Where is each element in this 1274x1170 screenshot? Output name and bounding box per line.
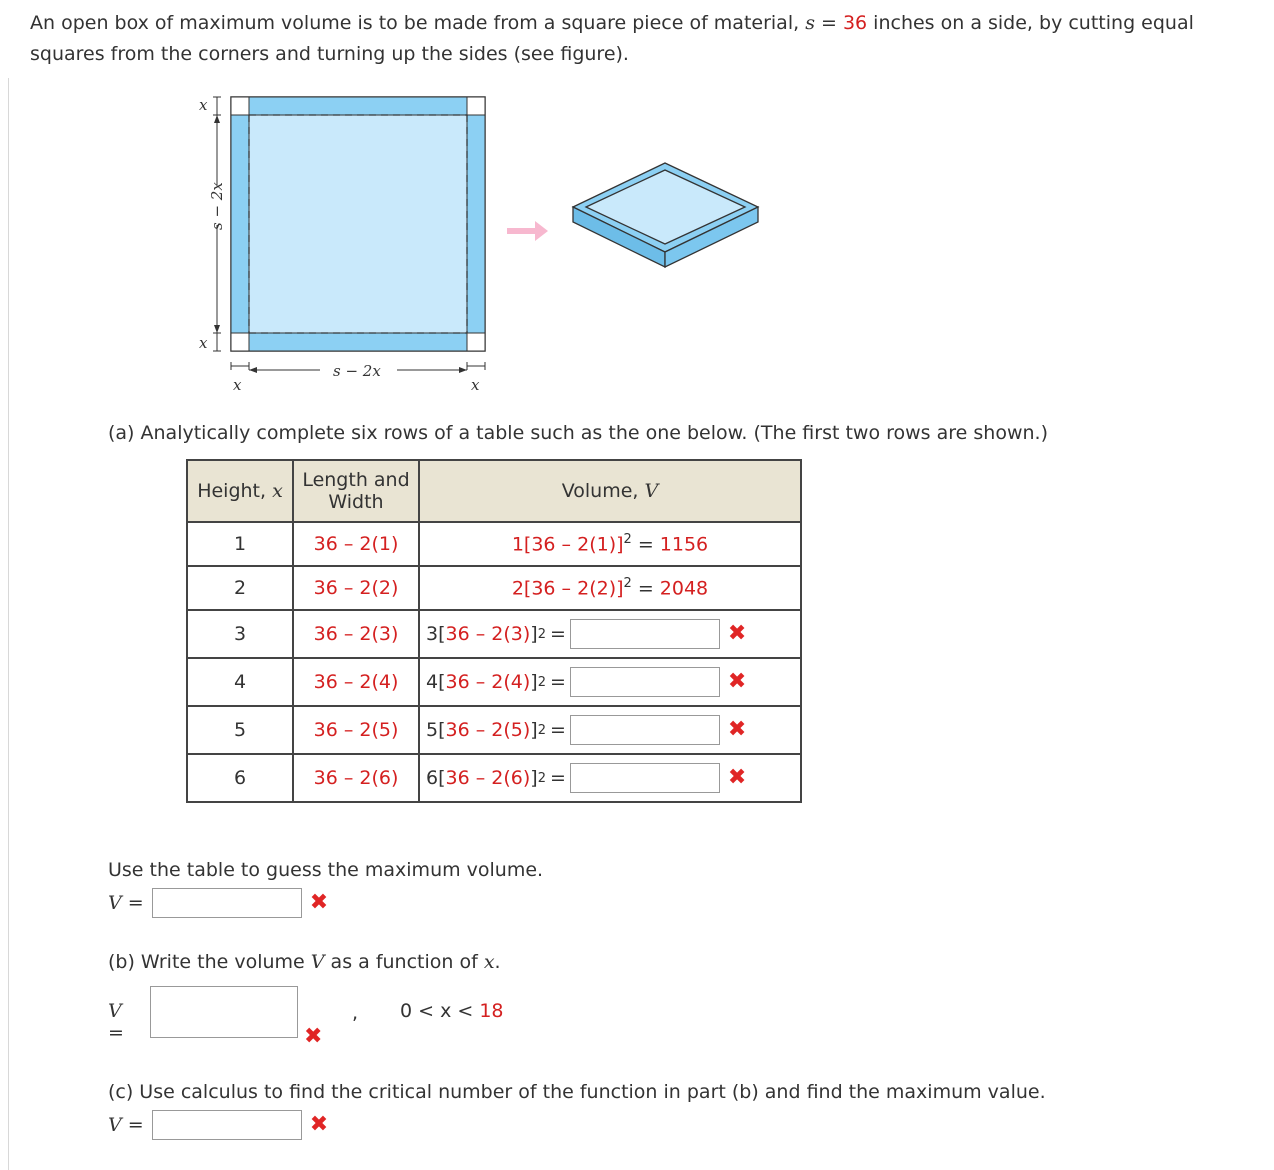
s-value: 36 bbox=[842, 12, 868, 34]
fig-label-s2x-horizontal: s − 2x bbox=[333, 362, 381, 380]
table-row: 2 36 – 2(2) 2[36 – 2(2)]$^2$ = 2048 bbox=[187, 566, 801, 610]
guess-answer-row bbox=[108, 888, 328, 918]
volume-input-row-4[interactable] bbox=[570, 667, 720, 697]
incorrect-icon: ✖ bbox=[727, 765, 747, 790]
volume-input-row-3[interactable] bbox=[570, 619, 720, 649]
incorrect-icon: ✖ bbox=[727, 669, 747, 694]
table-row: 6 36 – 2(6) 6[ 36 – 2(6) ] 2 = ✖ bbox=[187, 754, 801, 802]
table-header-row bbox=[187, 460, 801, 522]
fig-label-x-left: x bbox=[233, 376, 242, 394]
table-row: 3 36 – 2(3) 3[ 36 – 2(3) ] 2 = ✖ bbox=[187, 610, 801, 658]
max-volume-guess-input[interactable] bbox=[152, 888, 302, 918]
guess-prompt: Use the table to guess the maximum volume. bbox=[108, 859, 544, 881]
part-a-prompt: (a) Analytically complete six rows of a table such as the one below. (The first two rows are shown.) bbox=[108, 422, 1048, 444]
incorrect-icon: ✖ bbox=[727, 621, 747, 646]
part-c-answer-row bbox=[108, 1110, 328, 1140]
box-figure bbox=[185, 90, 785, 410]
table-row: 4 36 – 2(4) 4[ 36 – 2(4) ] 2 = ✖ bbox=[187, 658, 801, 706]
part-b-prompt: (b) Write the volume V as a function of x. bbox=[108, 951, 501, 973]
fig-label-x-right: x bbox=[471, 376, 480, 394]
part-c-prompt: (c) Use calculus to find the critical number of the function in part (b) and find the maximum value. bbox=[108, 1081, 1046, 1103]
header-volume: Volume, V bbox=[419, 460, 801, 522]
volume-input-row-6[interactable] bbox=[570, 763, 720, 793]
incorrect-icon: ✖ bbox=[309, 890, 329, 915]
max-value-input[interactable] bbox=[152, 1110, 302, 1140]
fig-label-x-bottom: x bbox=[199, 334, 208, 352]
table-row: 1 36 – 2(1) 1[36 – 2(1)]$^2$ = 1156 bbox=[187, 522, 801, 566]
incorrect-icon: ✖ bbox=[309, 1112, 329, 1137]
fig-label-x-top: x bbox=[199, 96, 208, 114]
header-length-width: Length and Width bbox=[293, 460, 419, 522]
incorrect-icon: ✖ bbox=[304, 1024, 323, 1049]
volume-table bbox=[186, 459, 802, 803]
header-height: Height, x bbox=[187, 460, 293, 522]
table-row: 5 36 – 2(5) 5[ 36 – 2(5) ] 2 = ✖ bbox=[187, 706, 801, 754]
volume-input-row-5[interactable] bbox=[570, 715, 720, 745]
volume-function-input[interactable] bbox=[150, 986, 298, 1038]
part-c-label: V = bbox=[108, 1114, 144, 1136]
fig-label-s2x-vertical: s − 2x bbox=[208, 182, 226, 230]
material-sheet bbox=[231, 97, 485, 351]
incorrect-icon: ✖ bbox=[727, 717, 747, 742]
guess-label: V = bbox=[108, 892, 144, 914]
domain-constraint: 0 < x < 18 bbox=[400, 1000, 504, 1022]
arrow-right-icon bbox=[507, 221, 548, 241]
problem-statement: An open box of maximum volume is to be made from a square piece of material, s = 36 inches on a side, by cutting equal squares from the corners and turning up the sides (see figure). bbox=[30, 12, 1194, 65]
page-left-border bbox=[8, 78, 9, 1170]
open-box bbox=[573, 163, 758, 267]
part-b-label: V = bbox=[108, 1000, 124, 1044]
